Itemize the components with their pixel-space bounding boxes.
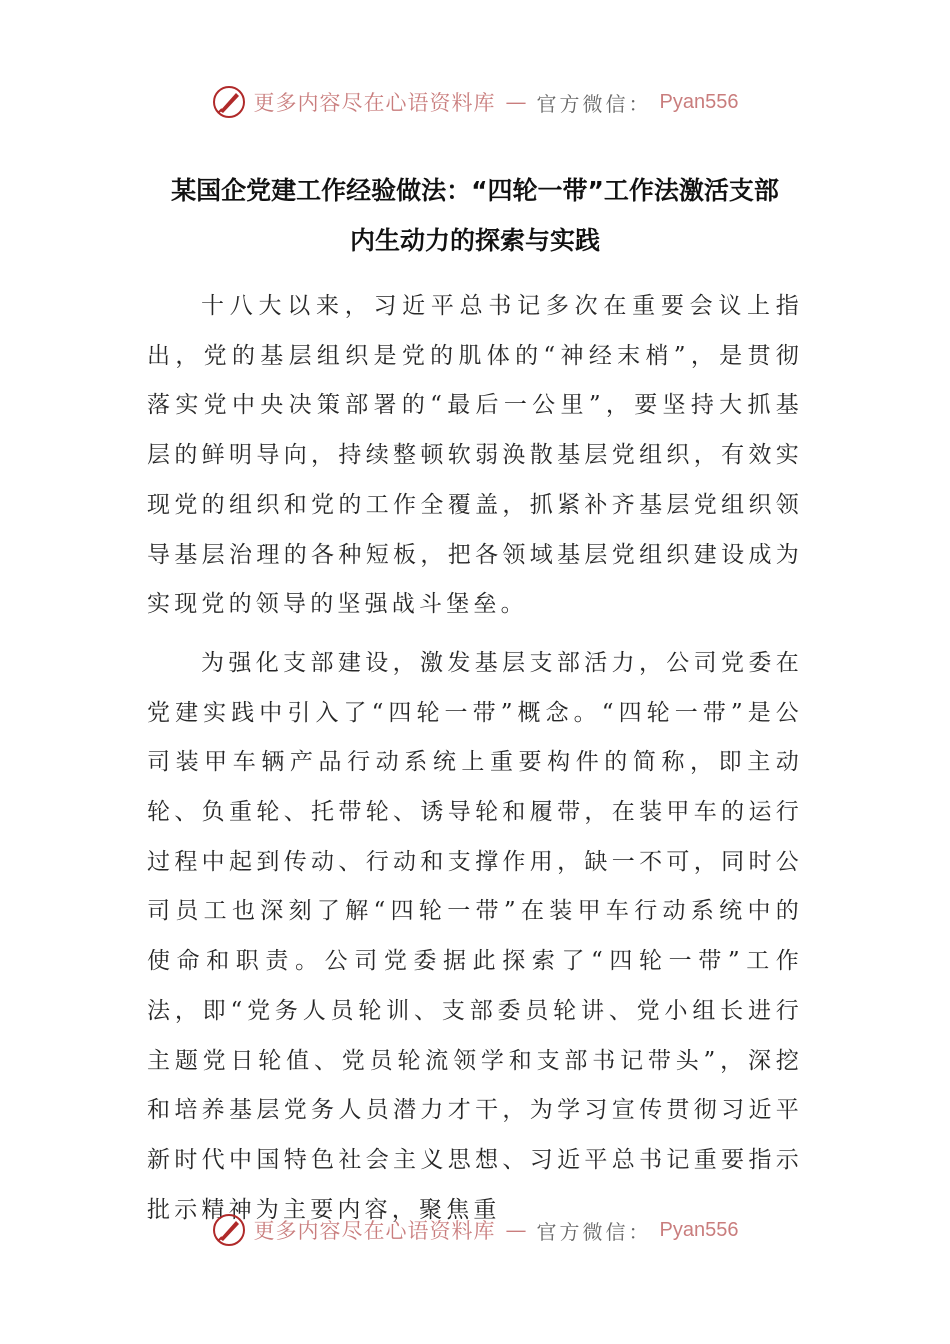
paragraph-1: 十八大以来，习近平总书记多次在重要会议上指出，党的基层组织是党的肌体的“神经末梢”，是贯彻落实党中央决策部署的“最后一公里”，要坚持大抓基层的鲜明导向，持续整顿软弱涣散基层党组织，有效实现党的组织和党的工作全覆盖，抓紧补齐基层党组织领导基层治理的各种短板，把各领域基层党组织建设成为实现党的领导的坚强战斗堡垒。 bbox=[147, 293, 803, 618]
banner-wechat-label: 官方微信： bbox=[536, 1219, 652, 1244]
quill-logo-icon bbox=[212, 1213, 246, 1247]
banner-wechat-label: 官方微信： bbox=[536, 91, 652, 116]
quill-logo-icon bbox=[212, 85, 246, 119]
title-line-2: 内生动力的探索与实践 bbox=[349, 226, 600, 255]
banner-dash: — bbox=[505, 1218, 527, 1242]
document-title bbox=[140, 166, 810, 266]
banner-brand-text: 更多内容尽在心语资料库 bbox=[253, 91, 496, 115]
footer-banner bbox=[0, 1210, 950, 1250]
banner-wechat-id: Pyan556 bbox=[659, 1218, 739, 1241]
title-line-1: 某国企党建工作经验做法：“四轮一带”工作法激活支部 bbox=[171, 176, 779, 205]
header-banner bbox=[0, 82, 950, 122]
banner-wechat-id: Pyan556 bbox=[659, 90, 739, 113]
banner-brand-text: 更多内容尽在心语资料库 bbox=[253, 1219, 496, 1243]
banner-dash: — bbox=[505, 90, 527, 114]
document-body bbox=[147, 282, 803, 1244]
paragraph-2: 为强化支部建设，激发基层支部活力，公司党委在党建实践中引入了“四轮一带”概念。“四轮一带”是公司装甲车辆产品行动系统上重要构件的简称，即主动轮、负重轮、托带轮、诱导轮和履带，在装甲车的运行过程中起到传动、行动和支撑作用，缺一不可，同时公司员工也深刻了解“四轮一带”在装甲车行动系统中的使命和职责。公司党委据此探索了“四轮一带”工作法，即“党务人员轮训、支部委员轮讲、党小组长进行主题党日轮值、党员轮流领学和支部书记带头”，深挖和培养基层党务人员潜力才干，为学习宣传贯彻习近平新时代中国特色社会主义思想、习近平总书记重要指示批示精神为主要内容，聚焦重 bbox=[147, 649, 803, 1223]
